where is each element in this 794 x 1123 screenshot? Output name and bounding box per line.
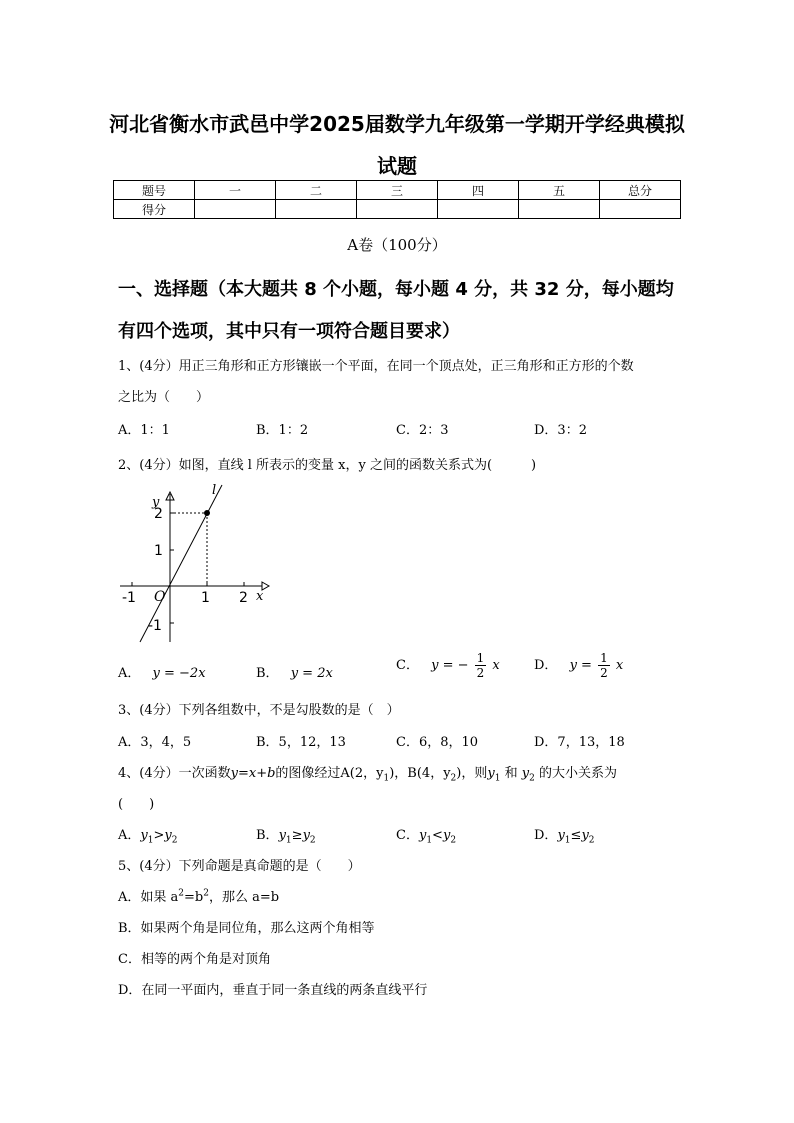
score-row-label: 得分 xyxy=(114,200,195,219)
question-3-text: 3、(4分）下列各组数中，不是勾股数的是（ ） xyxy=(118,703,400,718)
q2-option-b xyxy=(256,662,333,681)
score-cell xyxy=(438,200,519,219)
score-header-cell: 三 xyxy=(357,181,438,200)
origin-label: O xyxy=(154,589,166,605)
option-expr-var: x xyxy=(615,658,624,673)
score-header-cell: 题号 xyxy=(114,181,195,200)
section-heading-line1: 一、选择题（本大题共 8 个小题，每小题 4 分，共 32 分，每小题均 xyxy=(118,279,674,300)
score-header-cell: 五 xyxy=(519,181,600,200)
q3-option-c: C．6，8，10 xyxy=(396,735,479,750)
q2-option-d xyxy=(534,651,623,680)
q1-option-d: D．3：2 xyxy=(534,423,587,438)
volume-heading: A卷（100分） xyxy=(347,236,447,254)
y-tick-label: 1 xyxy=(154,543,163,559)
score-cell xyxy=(600,200,681,219)
q4-text-mid: 的图像经过A(2，y xyxy=(275,766,384,781)
question-5-text: 5、(4分）下列命题是真命题的是（ ） xyxy=(118,859,361,874)
question-4-line2: ( ) xyxy=(118,797,155,812)
option-letter: C． xyxy=(396,658,419,673)
score-cell xyxy=(195,200,276,219)
q5-option-d: D．在同一平面内，垂直于同一条直线的两条直线平行 xyxy=(118,983,428,998)
option-expr-var: x xyxy=(492,658,500,673)
q4-text-mid2: )，B(4，y xyxy=(389,766,451,781)
function-graph xyxy=(112,480,277,650)
q4-text-pre: 4、(4分）一次函数 xyxy=(118,766,231,781)
question-1-line2: 之比为（ ） xyxy=(118,390,210,405)
x-tick-label: 2 xyxy=(239,590,248,606)
option-letter: D． xyxy=(534,658,558,673)
q3-option-d: D．7，13，18 xyxy=(534,735,625,750)
score-table-header-row xyxy=(114,181,681,200)
fraction-numerator: 1 xyxy=(600,651,608,665)
score-header-cell: 总分 xyxy=(600,181,681,200)
fraction xyxy=(475,651,487,680)
line-label: l xyxy=(212,483,217,498)
x-tick-label: -1 xyxy=(122,590,136,606)
score-header-cell: 四 xyxy=(438,181,519,200)
q4-option-c: C．$y_1<y_2$ xyxy=(396,828,457,846)
fraction-denominator: 2 xyxy=(600,666,608,680)
x-tick-label: 1 xyxy=(201,590,210,606)
q5-option-b: B．如果两个角是同位角，那么这两个角相等 xyxy=(118,921,375,936)
question-4-text: 4、(4分）一次函数y=x+b的图像经过A(2，$y_1$)，B(4，$y_2$)，则$y_1$ 和 $y_2$ 的大小关系为 xyxy=(118,766,617,784)
score-cell xyxy=(276,200,357,219)
y-tick-label: 2 xyxy=(154,506,163,522)
option-letter: A． xyxy=(118,666,141,681)
q4-option-b: B．$y_1\ge y_2$ xyxy=(256,828,316,846)
score-header-cell: 二 xyxy=(276,181,357,200)
y-axis-label: y xyxy=(152,495,160,510)
q4-text-end: 的大小关系为 xyxy=(538,766,617,781)
score-table-score-row xyxy=(114,200,681,219)
score-table xyxy=(113,180,681,219)
option-expr-lhs: y = − xyxy=(431,658,469,673)
option-expr-lhs: y = xyxy=(569,658,592,673)
doc-title-line2: 试题 xyxy=(377,154,417,178)
score-cell xyxy=(519,200,600,219)
doc-title-line1: 河北省衡水市武邑中学2025届数学九年级第一学期开学经典模拟 xyxy=(109,112,685,136)
x-axis-label: x xyxy=(256,589,264,604)
q5-option-a: A．如果 $a^2=b^2$，那么 a=b xyxy=(118,888,280,905)
score-cell xyxy=(357,200,438,219)
score-header-cell: 一 xyxy=(195,181,276,200)
question-2-text: 2、(4分）如图，直线 l 所表示的变量 x，y 之间的函数关系式为( ) xyxy=(118,458,537,473)
q1-option-c: C．2：3 xyxy=(396,423,449,438)
point-1-2 xyxy=(204,510,210,516)
fraction-denominator: 2 xyxy=(476,666,485,680)
q2-option-a xyxy=(118,662,206,681)
option-expr: y = −2x xyxy=(152,666,206,681)
fraction-numerator: 1 xyxy=(476,651,485,665)
q3-option-b: B．5，12，13 xyxy=(256,735,346,750)
option-letter: B． xyxy=(256,666,279,681)
q4-text-mid3: )，则 xyxy=(456,766,488,781)
q2-option-c xyxy=(396,651,500,680)
q4-function: y=x+b xyxy=(230,766,276,781)
q1-option-b: B．1：2 xyxy=(256,423,309,438)
q4-option-a: A．$y_1>y_2$ xyxy=(118,828,178,846)
y-tick-label: -1 xyxy=(148,618,162,634)
q5-option-c: C．相等的两个角是对顶角 xyxy=(118,952,271,967)
option-expr: y = 2x xyxy=(290,666,333,681)
q1-option-a: A．1：1 xyxy=(118,423,170,438)
fraction xyxy=(598,651,610,680)
q4-option-d: D．$y_1\le y_2$ xyxy=(534,828,595,846)
section-heading-line2: 有四个选项，其中只有一项符合题目要求） xyxy=(118,321,460,342)
q3-option-a: A．3，4，5 xyxy=(118,735,192,750)
question-1-line1: 1、(4分）用正三角形和正方形镶嵌一个平面，在同一个顶点处，正三角形和正方形的个数 xyxy=(118,359,634,374)
